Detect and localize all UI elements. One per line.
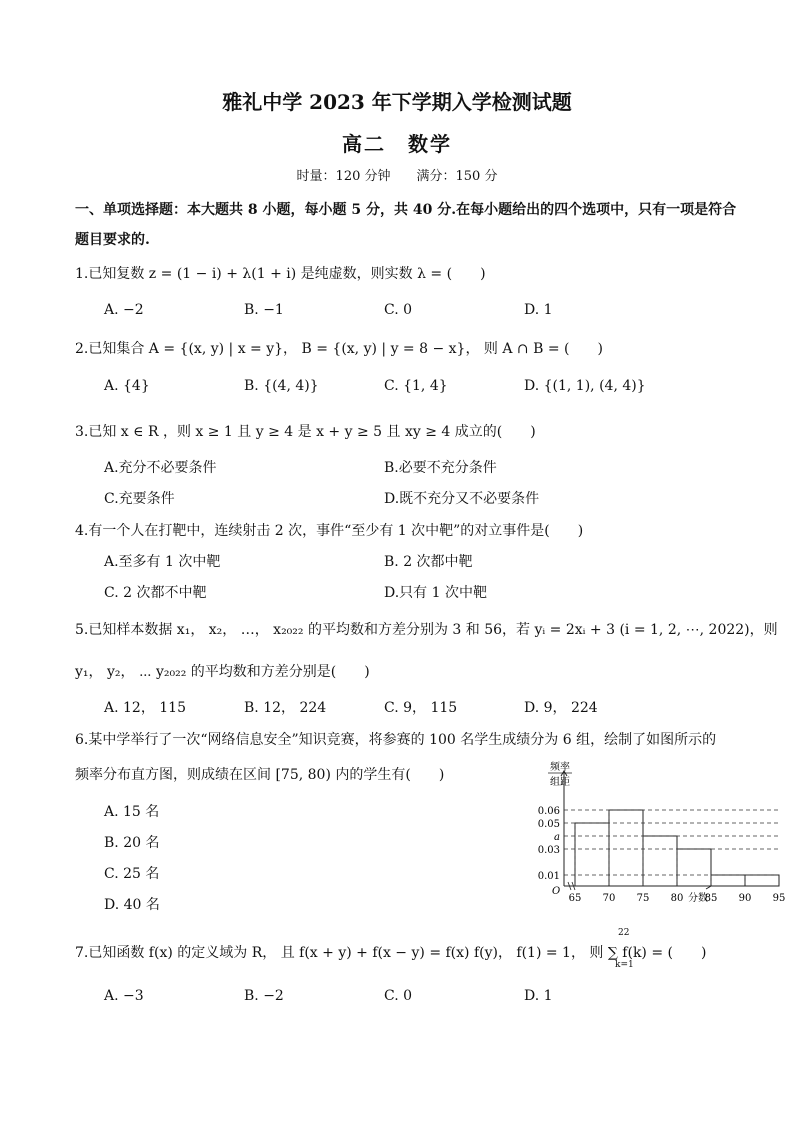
question-6-stem-cont: 频率分布直方图，则成绩在区间 [75, 80) 内的学生有( ) bbox=[75, 767, 445, 783]
q1-option-a[interactable]: A. −2 bbox=[104, 302, 144, 318]
histogram-bar bbox=[711, 875, 745, 886]
q4-option-d[interactable]: D.只有 1 次中靶 bbox=[384, 585, 487, 601]
question-1-stem: 1.已知复数 z = (1 − i) + λ(1 + i) 是纯虚数，则实数 λ = ( ) bbox=[75, 266, 486, 282]
q6-option-c[interactable]: C. 25 名 bbox=[104, 866, 160, 882]
q1-option-b[interactable]: B. −1 bbox=[244, 302, 284, 318]
sum-upper-limit: 22 bbox=[618, 928, 630, 938]
question-3-stem: 3.已知 x ∈ R ，则 x ≥ 1 且 y ≥ 4 是 x + y ≥ 5 且 xy ≥ 4 成立的( ) bbox=[75, 424, 536, 440]
x-tick-label: 90 bbox=[738, 893, 752, 904]
q3-option-b[interactable]: B.必要不充分条件 bbox=[384, 460, 497, 476]
question-6-stem: 6.某中学举行了一次“网络信息安全”知识竞赛，将参赛的 100 名学生成绩分为 6 组，绘制了如图所示的 bbox=[75, 732, 717, 748]
q7-option-c[interactable]: C. 0 bbox=[384, 988, 413, 1004]
q3-option-a[interactable]: A.充分不必要条件 bbox=[104, 460, 217, 476]
x-tick-label: 95 bbox=[772, 893, 786, 904]
section-heading: 一、单项选择题：本大题共 8 小题，每小题 5 分，共 40 分.在每小题给出的四个选项中，只有一项是符合 bbox=[75, 202, 737, 218]
q4-option-c[interactable]: C. 2 次都不中靶 bbox=[104, 585, 207, 601]
y-tick-label: 0.01 bbox=[537, 871, 560, 882]
question-5-stem: 5.已知样本数据 x₁， x₂， …， x₂₀₂₂ 的平均数和方差分别为 3 和 56，若 yᵢ = 2xᵢ + 3 (i = 1, 2, ⋯, 2022)，则 bbox=[75, 622, 778, 638]
sum-lower-limit: k=1 bbox=[615, 960, 634, 970]
y-axis-label-bottom: 组距 bbox=[550, 777, 570, 788]
y-tick-label: a bbox=[554, 832, 560, 843]
q2-option-c[interactable]: C. {1, 4} bbox=[384, 378, 448, 394]
x-axis-label: 分数 bbox=[688, 893, 708, 904]
q7-option-b[interactable]: B. −2 bbox=[244, 988, 284, 1004]
histogram-bar bbox=[677, 849, 711, 886]
q5-option-d[interactable]: D. 9， 224 bbox=[524, 700, 598, 716]
q4-option-a[interactable]: A.至多有 1 次中靶 bbox=[104, 554, 221, 570]
q2-option-b[interactable]: B. {(4, 4)} bbox=[244, 378, 319, 394]
frequency-histogram bbox=[520, 758, 786, 910]
q6-option-b[interactable]: B. 20 名 bbox=[104, 835, 160, 851]
q6-option-a[interactable]: A. 15 名 bbox=[104, 804, 160, 820]
q1-option-d[interactable]: D. 1 bbox=[524, 302, 553, 318]
q1-option-c[interactable]: C. 0 bbox=[384, 302, 413, 318]
x-tick-label: 70 bbox=[602, 893, 616, 904]
q7-option-d[interactable]: D. 1 bbox=[524, 988, 553, 1004]
q5-option-a[interactable]: A. 12， 115 bbox=[104, 700, 186, 716]
x-tick-label: 80 bbox=[670, 893, 684, 904]
origin-label: O bbox=[552, 886, 561, 897]
q3-option-c[interactable]: C.充要条件 bbox=[104, 491, 175, 507]
q6-option-d[interactable]: D. 40 名 bbox=[104, 897, 160, 913]
x-tick-label: 85 bbox=[704, 893, 718, 904]
y-tick-label: 0.05 bbox=[537, 819, 560, 830]
question-4-stem: 4.有一个人在打靶中，连续射击 2 次，事件“至少有 1 次中靶”的对立事件是( ) bbox=[75, 523, 584, 539]
question-5-stem-cont: y₁， y₂， ⋯ y₂₀₂₂ 的平均数和方差分别是( ) bbox=[75, 664, 370, 680]
x-tick-label: 75 bbox=[636, 893, 650, 904]
histogram-bar bbox=[609, 810, 643, 886]
exam-meta: 时量：120 分钟 满分：150 分 bbox=[296, 169, 498, 184]
y-tick-label: 0.03 bbox=[537, 845, 560, 856]
y-tick-label: 0.06 bbox=[537, 806, 560, 817]
q5-option-b[interactable]: B. 12， 224 bbox=[244, 700, 327, 716]
y-axis-label-top: 频率 bbox=[550, 762, 570, 773]
histogram-bar bbox=[575, 823, 609, 886]
question-7-stem: 7.已知函数 f(x) 的定义域为 R， 且 f(x + y) + f(x − y) = f(x) f(y)， f(1) = 1， 则 ∑ f(k) = ( ) bbox=[75, 945, 707, 961]
q4-option-b[interactable]: B. 2 次都中靶 bbox=[384, 554, 473, 570]
question-2-stem: 2.已知集合 A = {(x, y) | x = y}， B = {(x, y) | y = 8 − x}， 则 A ∩ B = ( ) bbox=[75, 341, 603, 357]
q5-option-c[interactable]: C. 9， 115 bbox=[384, 700, 458, 716]
section-heading-cont: 题目要求的. bbox=[75, 232, 150, 248]
page-subtitle: 高二 数学 bbox=[342, 132, 452, 156]
q3-option-d[interactable]: D.既不充分又不必要条件 bbox=[384, 491, 540, 507]
histogram-bar bbox=[643, 836, 677, 886]
q7-option-a[interactable]: A. −3 bbox=[104, 988, 144, 1004]
page-title: 雅礼中学 2023 年下学期入学检测试题 bbox=[222, 90, 572, 114]
q2-option-a[interactable]: A. {4} bbox=[104, 378, 150, 394]
x-tick-label: 65 bbox=[568, 893, 582, 904]
histogram-bar bbox=[745, 875, 779, 886]
q2-option-d[interactable]: D. {(1, 1), (4, 4)} bbox=[524, 378, 646, 394]
